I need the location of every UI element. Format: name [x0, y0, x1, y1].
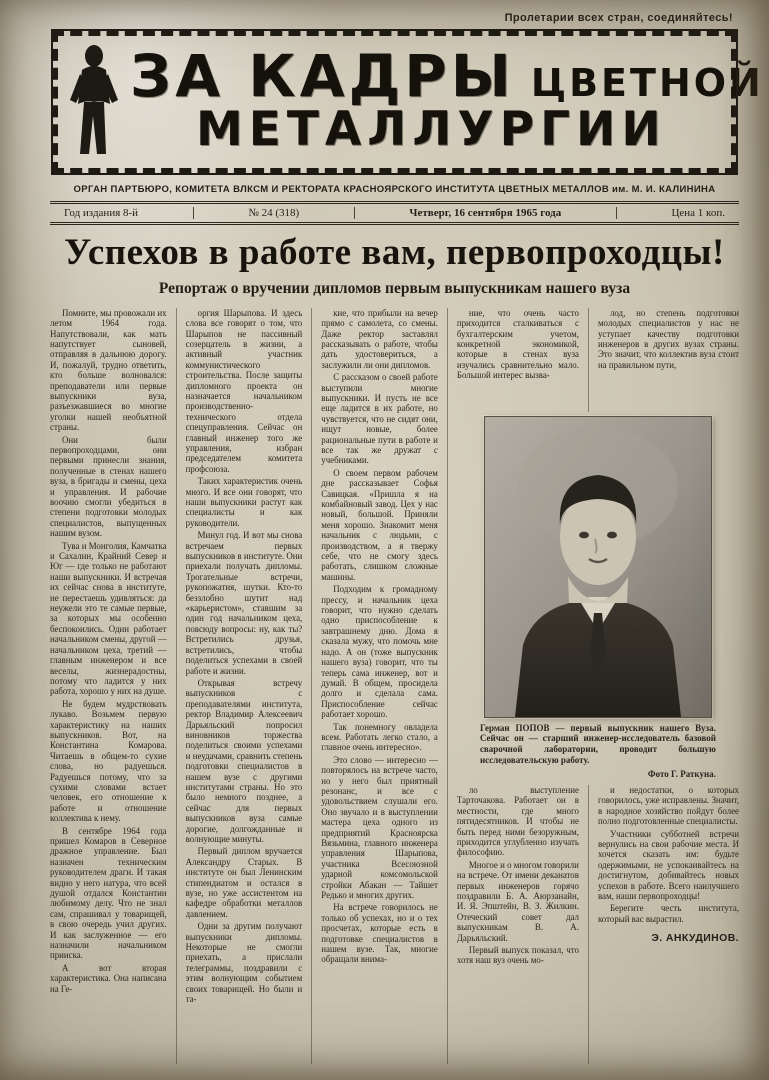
paragraph: Таких характеристик очень много. И все они говорят, что наши выпускники растут как специалисты и как руководители. — [185, 476, 303, 528]
paragraph: лод, но степень подготовки молодых специалистов у нас не уступает качеству подготовки инженеров в других вузах страны. Это значит, что коллектив вуза стоит на правильном пути, — [597, 307, 739, 370]
paragraph: Подходим к громадному прессу, и начальник цеха говорит, что нужно сделать одно приспособление к завтрашнему дню. Дома я сказала мужу, что помочь мне надо. А он (тоже выпускник нашего вуза) говорит, что ты теперь сама инженер, вот и думай. В общем, просидела долго и сделала сама. Приспособление сейчас работает хорошо. — [321, 584, 438, 720]
paragraph: На встрече говорилось не только об успехах, но и о тех просчетах, которые есть в подготовке специалистов в нашем вузе. Так, многие обращали внима- — [321, 902, 438, 965]
right-top-row — [457, 308, 739, 412]
masthead-figure — [64, 42, 122, 160]
paragraph: С рассказом о своей работе выступили многие выпускники. И пусть не все еще ладится в их работе, но чувствуется, что не сидят они, ищут новые, более рациональные пути в работе и все так же дружат с учебниками. — [321, 372, 438, 466]
paragraph: Не будем мудрствовать лукаво. Возьмем первую характеристику на наших выпускников. Вот, на Константина Комарова. Читаешь в общем-то сухие слова, но радуешься. Радуешься потому, что за сухими словами встает человек, его отношение к работе и отношение коллектива к нему. — [50, 698, 167, 824]
paragraph: Многое и о многом говорили на встрече. От имени деканатов первых инженеров горячо поздравили Б. А. Аюрзанайн, И. Я. Эпштейн, В. З. Жилкин. Отеческий совет дал выпускникам В. А. Дарьяльский. — [456, 859, 579, 943]
masthead — [52, 30, 764, 174]
article-column-5-bottom — [598, 785, 739, 1064]
paragraph: Одни за другим получают выпускники дипломы. Некоторые не смогли приехать, а прислали телеграммы, поздравили с этим волнующим событием своих товарищей. Но были и та- — [185, 921, 303, 1005]
paragraph: Тува и Монголия, Камчатка и Сахалин, Крайний Север и Юг — где только не работают наши выпускники. И встречая их сейчас снова в институте, не перестаешь удивляться: да неужели это те самые первые, за которых мы особенно беспокоились. Один работает начальником смены, другой — начальником цеха, третий — главным инженером и все веселы, жизнерадостны, потому что ладится у них работа, хорошо у них на душе. — [50, 540, 167, 697]
organ-line: ОРГАН ПАРТБЮРО, КОМИТЕТА ВЛКСМ И РЕКТОРАТА КРАСНОЯРСКОГО ИНСТИТУТА ЦВЕТНЫХ МЕТАЛЛОВ им. М. И. КАЛИНИНА — [73, 184, 716, 195]
paragraph: О своем первом рабочем дне рассказывает Софья Савицкая. «Пришла я на комбайновый завод. Цех у нас новый, большой. Приняли меня хорошо. Знакомит меня начальник с людьми, с производством, а я твержу себе, что не смогу здесь работать, слишком сложные машины. — [321, 467, 438, 582]
photo-credit: Фото Г. Раткуна. — [647, 768, 716, 779]
edition-year: Год издания 8-й — [64, 207, 139, 219]
photo-caption: Герман ПОПОВ — первый выпускник нашего Вуза. Сейчас он — старший инженер-исследователь базовой сварочной лаборатории, проводит большую исследовательскую работу. — [479, 722, 716, 766]
paragraph: Минул год. И вот мы снова встречаем первых выпускников в институте. Они приехали получать дипломы. Трогательные встречи, рукопожатия, шутки. Кто-то беззлобно шутит над «карьеристом», ставшим за один год начальником цеха, повсюду вопросы: ну, как ты? Встретились друзья, встретились, чтобы поделиться успехами в своей работе и жизни. — [185, 530, 303, 676]
article-right-region — [457, 308, 739, 1064]
divider — [616, 207, 617, 219]
paragraph: ние, что очень часто приходится сталкиваться с бухгалтерским учетом, конкретной экономикой, которые в стенах вуза изучались сравнительно мало. Большой интерес вызва- — [456, 307, 579, 381]
issue-number: № 24 (318) — [248, 207, 300, 219]
paragraph: и недостатки, о которых говорилось, уже исправлены. Значит, в народное хозяйство пойдут более полно подготовленные специалисты. — [597, 784, 739, 827]
subheadline: Репортаж о вручении дипломов первым выпускникам нашего вуза — [158, 279, 631, 297]
proletarians-slogan: Пролетарии всех стран, соединяйтесь! — [504, 12, 733, 24]
article-column-3 — [321, 308, 448, 1064]
portrait-photo-image — [485, 417, 711, 717]
paragraph: кие, что прибыли на вечер прямо с самолета, со смены. Даже ректор заставлял рассказывать о работе, чтобы дать удостовериться, а заслужили ли они дипломов. — [321, 307, 438, 370]
paragraph: Первый диплом вручается Александру Старых. В институте он был Ленинским стипендиатом и остался в вузе, но уже ассистентом на кафедре обработки металлов давлением. — [185, 846, 303, 919]
right-bottom-row — [457, 785, 739, 1064]
paragraph: А вот вторая характеристика. Она написана на Ге- — [50, 962, 167, 994]
divider — [354, 207, 355, 219]
article-body — [50, 308, 739, 1064]
paragraph: Берегите честь института, который вас вырастил. — [597, 903, 739, 924]
paragraph: Помните, мы провожали их летом 1964 года. Напутствовали, как мать напутствует сыновей, отправляя в дальнюю дорогу. И, пожалуй, трудно ответить, кто больше волновался: преподаватели или первые выпускники вуза, разъезжавшиеся во многие уголки нашей необъятной страны. — [50, 307, 167, 433]
portrait-photo — [484, 416, 712, 718]
main-headline: Успехов в работе вам, первопроходцы! — [64, 232, 725, 273]
article-column-4-bottom — [457, 785, 589, 1064]
article-column-5-top — [598, 308, 739, 412]
masthead-word-tsvetnoy: ЦВЕТНОЙ — [530, 61, 764, 106]
issue-price: Цена 1 коп. — [671, 207, 725, 219]
divider — [193, 207, 194, 219]
article-column-1 — [50, 308, 177, 1064]
paragraph: Участники субботней встречи вернулись на свои рабочие места. И хочется сказать им: будьте одержимыми, не успокаивайтесь на достигнутом, добивайтесь новых успехов в работе. Всего наилучшего вам, наши первопроходцы! — [597, 828, 739, 901]
author-signature: Э. АНКУДИНОВ. — [651, 932, 739, 945]
paragraph: Первый выпуск показал, что хотя наш вуз очень мо- — [456, 944, 579, 966]
article-column-5-bottom-text — [598, 785, 739, 924]
paragraph: ло выступление Тарточакова. Работает он в местности, где много пятидесятников. И чтобы не быть перед ними безоружным, приходится углубленно изучать философию. — [456, 784, 579, 858]
masthead-title — [130, 42, 764, 160]
worker-figure-icon — [64, 42, 122, 160]
masthead-word-metallurgii: МЕТАЛЛУРГИИ — [196, 102, 667, 158]
paragraph: В сентябре 1964 года пришел Комаров в Северное дражное управление. Был назначен техническим руководителем драги. И такая видно у него натура, что всей душой отдался Константин любимому делу. Что не знал сам, спрашивал у товарищей, в свою очередь учил других. И как заслуженное — его назначили начальником прииска. — [50, 825, 167, 961]
paragraph: оргия Шарыпова. И здесь слова все говорят о том, что Шарыпов не пассивный созерцатель в жизни, а активный участник коммунистического строительства. После защиты дипломного проекта он назначается начальником производственно-технического отдела спецуправления. Сейчас он главный инженер того же управления, избран председателем комитета профсоюза. — [185, 307, 303, 474]
article-column-4-top — [457, 308, 589, 412]
photo-block — [457, 412, 739, 785]
article-column-2 — [186, 308, 313, 1064]
paragraph: Открывая встречу выпускников с преподавателями института, ректор Владимир Алексеевич Дарьяльский попросил виновников торжества поделиться своими успехами и неудачами, сравнить степень подготовки специалистов в нашем вузе с другими институтами страны. Но это было немного позднее, а сейчас для первых выпускников вуза самые дорогие, долгожданные и волнующие минуты. — [185, 677, 303, 844]
paragraph: Это слово — интересно — повторялось на встрече часто, но у него был приятный резонанс, и все с удовольствием слушали его. Оно звучало и в выступлении мастера цеха одного из предприятий Красноярска Вязьмина, главного инженера управления Шарыпова, участника Всесоюзной ударной комсомольской стройки Абакан — Тайшет Редько и многих других. — [321, 754, 438, 901]
paragraph: Они были первопроходцами, они первыми принесли знания, полученные в стенах нашего вуза, в бригады и смены, цеха и управления. И рабочие воочию смогли убедиться в степени подготовки молодых специалистов, выпущенных нашим вузом. — [50, 434, 167, 539]
issue-date: Четверг, 16 сентября 1965 года — [409, 207, 562, 219]
masthead-word-za-kadry: ЗА КАДРЫ — [130, 42, 515, 111]
issue-info-bar — [50, 201, 739, 225]
slogan-row — [50, 12, 733, 24]
paragraph: Так понемногу овладела всем. Работать легко стало, а главное очень интересно». — [321, 721, 438, 753]
